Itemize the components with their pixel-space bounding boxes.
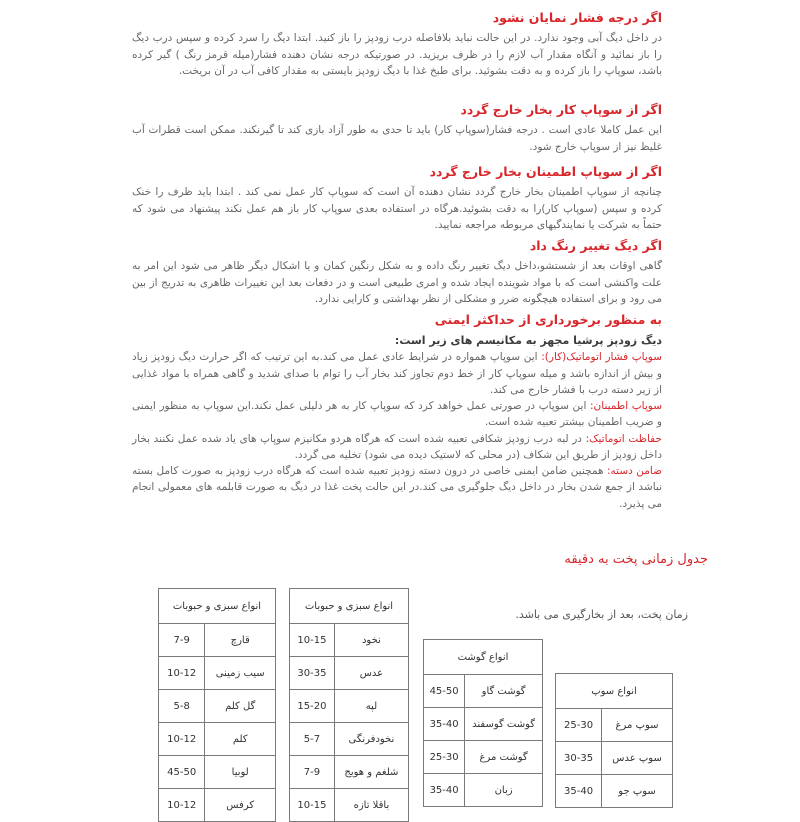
- table-cell-time: 30-35: [556, 742, 602, 775]
- table-cell-item: سوپ عدس: [602, 742, 673, 775]
- table-cell-time: 10-15: [290, 789, 335, 822]
- table-row: [159, 690, 276, 723]
- table-cell-item: عدس: [334, 657, 408, 690]
- table-cell-item: نخودفرنگی: [334, 723, 408, 756]
- table-cell-item: کلم: [205, 723, 276, 756]
- safety-item-label: حفاظت اتوماتیک:: [585, 432, 662, 445]
- table-cell-time: 25-30: [424, 741, 465, 774]
- table-cell-time: 10-12: [159, 789, 205, 822]
- table-row: [159, 789, 276, 822]
- table-cell-item: لپه: [334, 690, 408, 723]
- section-body: چنانچه از سوپاپ اطمینان بخار خارج گردد نشان دهنده آن است که سوپاپ کار عمل نمی کند . ابتدا باید ظرف را خنک کرده و سپس (سوپاپ کار)را به دقت بشوئید.هرگاه در استفاده بعدی سوپاپ کار باز هم عمل نکند پیشنهاد می شود که حتماً به شرکت یا نمایندگیهای مربوطه مراجعه نمایید.: [132, 186, 662, 231]
- section-body: گاهی اوقات بعد از شستشو،داخل دیگ تغییر رنگ داده و به شکل رنگین کمان و یا اشکال دیگر ظاهر می شود این امر به علت واکنشی است که با مواد شوینده ایجاد شده و امری طبیعی است و در دفعات بعد این تغییرات ظاهری به تدریج از بین می رود و برای استفاده هیچگونه ضرر و مشکلی از نظر بهداشتی و کارایی ندارد.: [132, 260, 662, 305]
- safety-intro: دیگ زودپز پرشیا مجهز به مکانیسم های زیر است:: [394, 334, 662, 348]
- section-title: به منظور برخورداری از حداکثر ایمنی: [434, 312, 662, 327]
- table-row: [556, 742, 673, 775]
- table-header: انواع گوشت: [424, 640, 543, 675]
- safety-item-text: همچنین ضامن ایمنی خاصی در درون دسته زودپز تعبیه شده است که هرگاه درب زودپز به صورت کامل بسته نباشد از جمع شدن بخار در داخل دیگ جلوگیری می کند.در این حالت پخت غذا در دیگ به صورت قابلمه های معمولی انجام می پذیرد.: [132, 465, 662, 510]
- table-cell-item: گل کلم: [205, 690, 276, 723]
- table-cell-time: 15-20: [290, 690, 335, 723]
- section-title: اگر از سوپاپ کار بخار خارج گردد: [460, 102, 662, 117]
- section-working-valve-steam: [132, 102, 662, 155]
- table-cell-item: زبان: [465, 774, 543, 807]
- table-cell-item: قارچ: [205, 624, 276, 657]
- table-cell-item: گوشت مرغ: [465, 741, 543, 774]
- table-row: [290, 789, 409, 822]
- table-cell-item: سوپ مرغ: [602, 709, 673, 742]
- cooking-table-title: جدول زمانی پخت به دقیقه: [564, 552, 708, 567]
- table-cell-item: نخود: [334, 624, 408, 657]
- table-row: [424, 708, 543, 741]
- table-row: [290, 690, 409, 723]
- table-cell-item: لوبیا: [205, 756, 276, 789]
- table-cell-time: 35-40: [424, 774, 465, 807]
- safety-item-text: در لبه درب زودپز شکافی تعبیه شده است که هرگاه هردو مکانیزم سوپاپ های یاد شده عمل نکنند بخار داخل زودپز از طریق این شکاف (در محلی که لاستیک دیده می شود) تخلیه می گردد.: [132, 432, 662, 461]
- safety-item-text: این سوپاپ همواره در شرایط عادی عمل می کند.به این ترتیب که اگر حرارت دیگ زودپز زیاد و بیش از اندازه باشد و میله سوپاپ کار از خط دوم تجاوز کند بخار آب را توام با صدای شدید و گاهی همراه با مواد غذایی از زیر دسته درب با فشار خارج می کند.: [132, 351, 662, 396]
- table-row: [556, 775, 673, 808]
- safety-item-text: این سوپاپ در صورتی عمل خواهد کرد که سوپاپ کار به هر دلیلی عمل نکند.این سوپاپ به منظور ایمنی و ضریب اطمینان بیشتر تعبیه شده است.: [132, 400, 662, 429]
- soup-table: [555, 673, 673, 808]
- table-row: [159, 624, 276, 657]
- table-cell-item: گوشت گاو: [465, 675, 543, 708]
- table-row: [290, 657, 409, 690]
- table-cell-time: 45-50: [159, 756, 205, 789]
- safety-item-auto-protection: [132, 431, 662, 464]
- section-color-change: [132, 238, 662, 307]
- safety-item-label: سوپاپ اطمینان:: [590, 400, 662, 413]
- safety-item-safety-valve: [132, 398, 662, 431]
- table-row: [424, 741, 543, 774]
- table-cell-time: 30-35: [290, 657, 335, 690]
- section-safety-mechanisms: [132, 312, 662, 512]
- vegetables-table-1: [158, 588, 276, 822]
- table-cell-time: 35-40: [556, 775, 602, 808]
- vegetables-table-2: [289, 588, 409, 822]
- table-row: [159, 756, 276, 789]
- section-body: این عمل کاملا عادی است . درجه فشار(سوپاپ کار) باید تا حدی به طور آزاد بازی کند تا گیرنکند. ممکن است قطرات آب غلیظ نیز از سوپاپ خارج شود.: [132, 124, 662, 153]
- table-row: [424, 774, 543, 807]
- meat-table: [423, 639, 543, 807]
- table-header: انواع سبزی و حبوبات: [290, 589, 409, 624]
- table-cell-item: سیب زمینی: [205, 657, 276, 690]
- safety-item-auto-valve: [132, 349, 662, 398]
- table-cell-item: باقلا تازه: [334, 789, 408, 822]
- table-cell-item: شلغم و هویج: [334, 756, 408, 789]
- table-cell-time: 10-15: [290, 624, 335, 657]
- table-cell-time: 7-9: [159, 624, 205, 657]
- table-cell-time: 10-12: [159, 723, 205, 756]
- table-header: انواع سبزی و حبوبات: [159, 589, 276, 624]
- table-cell-item: کرفس: [205, 789, 276, 822]
- safety-item-label: ضامن دسته:: [606, 465, 662, 478]
- section-body: در داخل دیگ آبی وجود ندارد. در این حالت نباید بلافاصله درب زودپز را باز کنید. ابتدا دیگ را سرد کرده و سپس درب دیگ را باز نمائید و آنگاه مقدار آب لازم را در ظرف بریزید. در صورتیکه درجه نشان دهنده فشار(میله قرمز رنگ ) گیر کرده باشد، سوپاپ را باز کرده و به دقت بشوئید. برای طبخ غذا با دیگ زودپز بایستی به مقدار کافی آب در آن بریخت.: [132, 32, 662, 77]
- table-row: [424, 675, 543, 708]
- table-row: [556, 709, 673, 742]
- table-cell-time: 45-50: [424, 675, 465, 708]
- table-row: [290, 624, 409, 657]
- table-row: [159, 723, 276, 756]
- safety-item-label: سوپاپ فشار اتوماتیک(کار):: [541, 351, 662, 364]
- table-cell-time: 5-7: [290, 723, 335, 756]
- table-row: [290, 756, 409, 789]
- table-row: [290, 723, 409, 756]
- section-pressure-not-shown: [132, 10, 662, 79]
- table-cell-item: سوپ جو: [602, 775, 673, 808]
- table-cell-time: 25-30: [556, 709, 602, 742]
- section-safety-valve-steam: [132, 164, 662, 233]
- section-title: اگر درجه فشار نمایان نشود: [492, 10, 662, 25]
- table-row: [159, 657, 276, 690]
- table-cell-item: گوشت گوسفند: [465, 708, 543, 741]
- cooking-time-note: زمان پخت، بعد از بخارگیری می باشد.: [515, 608, 688, 621]
- table-cell-time: 7-9: [290, 756, 335, 789]
- table-cell-time: 35-40: [424, 708, 465, 741]
- section-title: اگر از سوپاپ اطمینان بخار خارج گردد: [429, 164, 662, 179]
- table-cell-time: 5-8: [159, 690, 205, 723]
- section-title: اگر دیگ تغییر رنگ داد: [529, 238, 662, 253]
- table-header: انواع سوپ: [556, 674, 673, 709]
- table-cell-time: 10-12: [159, 657, 205, 690]
- safety-item-handle-lock: [132, 463, 662, 512]
